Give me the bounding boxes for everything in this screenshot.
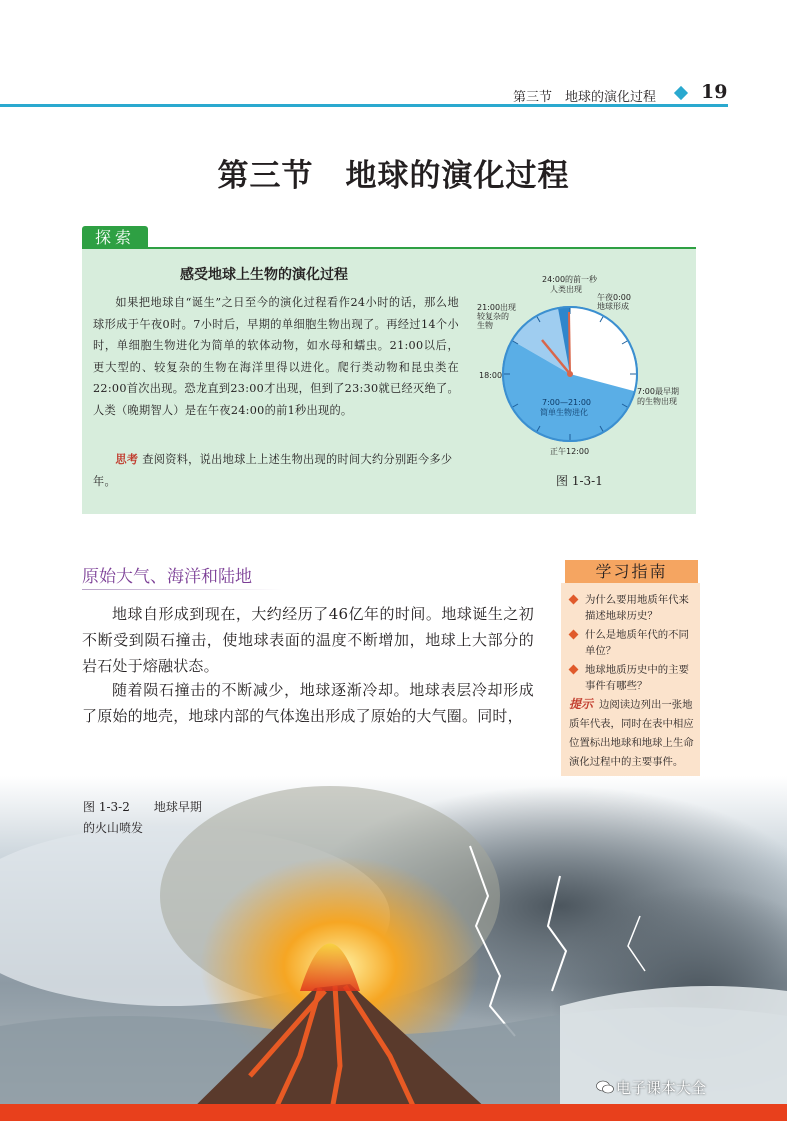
clock-center bbox=[567, 371, 573, 377]
guide-question: 什么是地质年代的不同单位？ bbox=[569, 627, 698, 659]
think-text: 查阅资料，说出地球上上述生物出现的时间大约分别距今多少年。 bbox=[93, 453, 453, 488]
watermark-text: 电子课本大全 bbox=[616, 1079, 707, 1097]
think-block bbox=[93, 449, 459, 492]
explore-tab: 探索 bbox=[82, 226, 148, 249]
label-complex-1: 21:00出现 bbox=[477, 303, 517, 312]
figure-caption-volcano: 图 1-3-2 地球早期 的火山喷发 bbox=[83, 800, 202, 835]
section-heading: 原始大气、海洋和陆地 bbox=[82, 567, 252, 587]
hint-text: 边阅读边列出一张地质年代表，同时在表中相应位置标出地球和地球上生命演化过程中的主要事件。 bbox=[569, 699, 694, 768]
figure-caption-clock: 图 1-3-1 bbox=[556, 474, 603, 488]
running-header-section: 第三节 地球的演化过程 bbox=[513, 90, 657, 105]
guide-question: 地球地质历史中的主要事件有哪些？ bbox=[569, 662, 698, 694]
label-early-2: 的生物出现 bbox=[637, 397, 677, 406]
body-paragraph: 地球自形成到现在，大约经历了46亿年的时间。地球诞生之初不断受到陨石撞击，使地球表面的温度不断增加，地球上大部分的岩石处于熔融状态。 bbox=[82, 605, 534, 675]
sea-spray bbox=[560, 986, 787, 1121]
label-early-1: 7:00最早期 bbox=[637, 387, 679, 396]
label-human-1: 24:00的前一秒 bbox=[542, 275, 598, 284]
page-number: 19 bbox=[701, 81, 728, 103]
body-paragraph: 随着陨石撞击的不断减少，地球逐渐冷却。地球表层冷却形成了原始的地壳，地球内部的气体逸出形成了原始的大气圈。同时， bbox=[82, 681, 534, 725]
study-guide-questions bbox=[569, 592, 698, 697]
label-1800: 18:00 bbox=[479, 371, 503, 380]
label-noon: 正午12:00 bbox=[550, 447, 590, 456]
diamond-bullet-icon bbox=[569, 595, 579, 605]
page-title: 第三节 地球的演化过程 bbox=[217, 158, 570, 194]
explore-heading: 感受地球上生物的演化过程 bbox=[180, 267, 348, 283]
wechat-icon bbox=[596, 1080, 614, 1094]
hint-label: 提示 bbox=[569, 697, 594, 711]
study-guide-hint bbox=[569, 695, 698, 772]
header-diamond-icon bbox=[674, 86, 688, 100]
label-midnight-1: 午夜0:00 bbox=[597, 293, 631, 302]
label-simple-2: 简单生物进化 bbox=[540, 408, 588, 417]
label-simple-1: 7:00—21:00 bbox=[542, 398, 592, 407]
hand-human bbox=[569, 312, 570, 374]
label-complex-2: 较复杂的 bbox=[477, 312, 509, 321]
lava-shore bbox=[0, 1104, 787, 1121]
label-complex-3: 生物 bbox=[477, 321, 493, 330]
section-heading-rule bbox=[82, 589, 282, 590]
study-guide-heading: 学习指南 bbox=[565, 560, 698, 583]
evolution-clock-figure bbox=[474, 270, 696, 460]
diamond-bullet-icon bbox=[569, 630, 579, 640]
diamond-bullet-icon bbox=[569, 665, 579, 675]
think-label: 思考 bbox=[115, 453, 139, 466]
guide-question: 为什么要用地质年代来描述地球历史？ bbox=[569, 592, 698, 624]
explore-body-text: 如果把地球自“诞生”之日至今的演化过程看作24小时的话，那么地球形成于午夜0时。7小时后，早期的单细胞生物出现了。再经过14个小时，单细胞生物进化为简单的软体动物，如水母和蠕虫。21:00以后，更大型的、较复杂的生物在海洋里得以进化。爬行类动物和昆虫类在22:00首次出现。恐龙直到23:00才出现，但到了23:30就已经灭绝了。人类（晚期智人）是在午夜24:00的前1秒出现的。 bbox=[93, 296, 459, 417]
explore-rule bbox=[82, 247, 696, 249]
label-human-2: 人类出现 bbox=[550, 285, 582, 294]
label-midnight-2: 地球形成 bbox=[597, 302, 629, 311]
